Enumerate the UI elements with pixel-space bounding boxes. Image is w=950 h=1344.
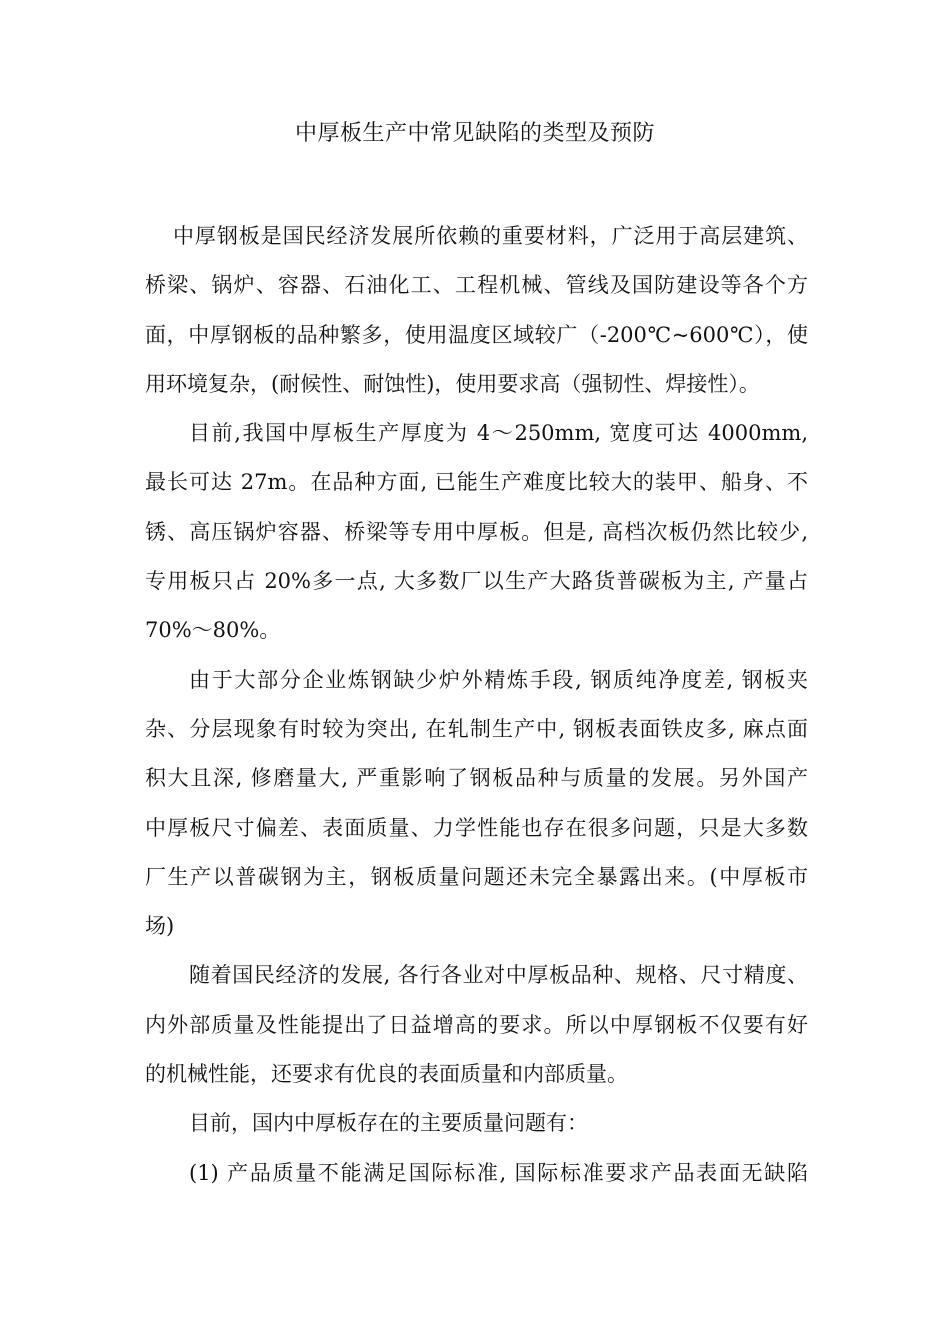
paragraph-4-line-2: 内外部质量及性能提出了日益增高的要求。所以中厚钢板不仅要有好 bbox=[145, 1012, 808, 1037]
paragraph-4-line-3: 的机械性能，还要求有优良的表面质量和内部质量。 bbox=[145, 1062, 628, 1087]
paragraph-3-line-5: 厂生产以普碳钢为主，钢板质量问题还未完全暴露出来。(中厚板市 bbox=[145, 864, 808, 889]
paragraph-2-line-2: 最长可达 27m。在品种方面, 已能生产难度比较大的装甲、船身、不 bbox=[145, 470, 808, 495]
paragraph-1-line-1: 中厚钢板是国民经济发展所依赖的重要材料，广泛用于高层建筑、 bbox=[173, 224, 808, 248]
paragraph-6-line-1: (1) 产品质量不能满足国际标准, 国际标准要求产品表面无缺陷 bbox=[189, 1160, 808, 1185]
paragraph-1-line-4: 用环境复杂，(耐候性、耐蚀性)，使用要求高（强韧性、焊接性）。 bbox=[145, 371, 760, 396]
paragraph-2-line-4: 专用板只占 20%多一点, 大多数厂以生产大路货普碳板为主, 产量占 bbox=[145, 569, 808, 594]
paragraph-3-line-3: 积大且深, 修磨量大, 严重影响了钢板品种与质量的发展。另外国产 bbox=[145, 766, 808, 791]
paragraph-4-line-1: 随着国民经济的发展, 各行各业对中厚板品种、规格、尺寸精度、 bbox=[189, 963, 808, 988]
document-title: 中厚板生产中常见缺陷的类型及预防 bbox=[294, 121, 655, 146]
document-body bbox=[145, 212, 808, 1198]
paragraph-3-line-4: 中厚板尺寸偏差、表面质量、力学性能也存在很多问题，只是大多数 bbox=[145, 815, 808, 840]
paragraph-2-line-3: 锈、高压锅炉容器、桥梁等专用中厚板。但是, 高档次板仍然比较少, bbox=[145, 519, 808, 544]
paragraph-3-line-2: 杂、分层现象有时较为突出, 在轧制生产中, 钢板表面铁皮多, 麻点面 bbox=[145, 716, 808, 741]
paragraph-1-line-3: 面，中厚钢板的品种繁多，使用温度区域较广（-200℃~600℃），使 bbox=[145, 322, 808, 347]
paragraph-2-line-1: 目前,我国中厚板生产厚度为 4～250mm, 宽度可达 4000mm, bbox=[189, 421, 808, 446]
paragraph-5-line-1: 目前，国内中厚板存在的主要质量问题有： bbox=[189, 1111, 588, 1136]
paragraph-2-line-5: 70%～80%。 bbox=[145, 618, 281, 643]
paragraph-3-line-1: 由于大部分企业炼钢缺少炉外精炼手段, 钢质纯净度差, 钢板夹 bbox=[189, 667, 808, 692]
paragraph-1-line-2: 桥梁、锅炉、容器、石油化工、工程机械、管线及国防建设等各个方 bbox=[145, 273, 808, 298]
paragraph-3-line-6: 场) bbox=[145, 914, 175, 939]
